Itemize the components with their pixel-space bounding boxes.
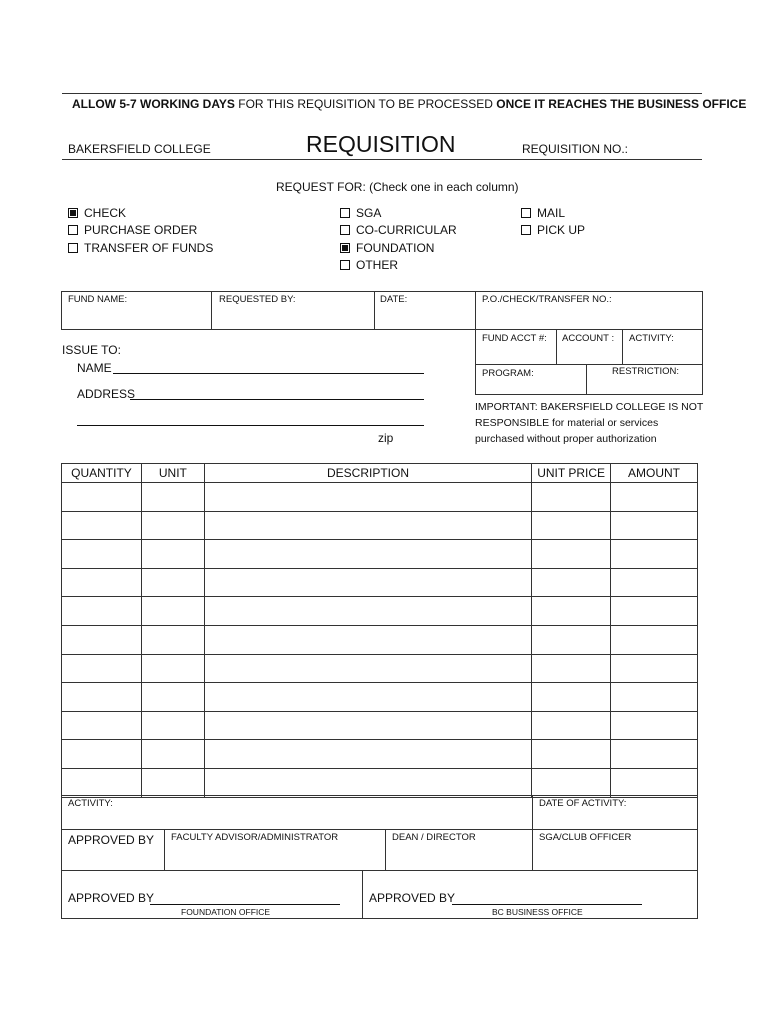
- amount-cell[interactable]: [611, 597, 698, 626]
- unit-cell[interactable]: [141, 568, 204, 597]
- table-row: [62, 540, 698, 569]
- option-transfer-of-funds[interactable]: TRANSFER OF FUNDS: [68, 241, 213, 255]
- foundation-signature-line[interactable]: [150, 904, 340, 905]
- fund-acct-label: FUND ACCT #:: [482, 333, 547, 344]
- unit-price-cell[interactable]: [532, 711, 611, 740]
- description-cell[interactable]: [204, 740, 531, 769]
- sga-club-officer-signature[interactable]: [532, 829, 698, 871]
- checkbox-co-curricular[interactable]: [340, 225, 350, 235]
- checkbox-transfer-of-funds[interactable]: [68, 243, 78, 253]
- amount-cell[interactable]: [611, 768, 698, 797]
- bc-business-office-caption: BC BUSINESS OFFICE: [492, 907, 583, 917]
- quantity-cell[interactable]: [62, 540, 142, 569]
- notice-middle: FOR THIS REQUISITION TO BE PROCESSED: [234, 97, 497, 111]
- checkbox-pick-up[interactable]: [521, 225, 531, 235]
- quantity-cell[interactable]: [62, 683, 142, 712]
- header-unit: UNIT: [141, 464, 204, 483]
- title-rule: [62, 159, 702, 160]
- po-check-transfer-label: P.O./CHECK/TRANSFER NO.:: [482, 294, 612, 305]
- important-line-1: IMPORTANT: BAKERSFIELD COLLEGE IS NOT: [475, 401, 704, 413]
- description-cell[interactable]: [204, 683, 531, 712]
- unit-cell[interactable]: [141, 711, 204, 740]
- foundation-office-caption: FOUNDATION OFFICE: [181, 907, 271, 917]
- amount-cell[interactable]: [611, 511, 698, 540]
- table-row: [62, 768, 698, 797]
- faculty-advisor-label: FACULTY ADVISOR/ADMINISTRATOR: [171, 832, 339, 843]
- quantity-cell[interactable]: [62, 597, 142, 626]
- dean-director-label: DEAN / DIRECTOR: [392, 832, 476, 843]
- header-quantity: QUANTITY: [62, 464, 142, 483]
- description-cell[interactable]: [204, 625, 531, 654]
- description-cell[interactable]: [204, 568, 531, 597]
- processing-notice: [72, 97, 746, 111]
- table-row: [62, 711, 698, 740]
- checkbox-foundation[interactable]: [340, 243, 350, 253]
- sga-club-officer-label: SGA/CLUB OFFICER: [539, 832, 632, 843]
- quantity-cell[interactable]: [62, 711, 142, 740]
- checkbox-sga[interactable]: [340, 208, 350, 218]
- business-office-signature-line[interactable]: [452, 904, 642, 905]
- description-cell[interactable]: [204, 711, 531, 740]
- quantity-cell[interactable]: [62, 483, 142, 512]
- restriction-field[interactable]: [586, 364, 703, 395]
- requested-by-label: REQUESTED BY:: [219, 294, 296, 305]
- unit-cell[interactable]: [141, 654, 204, 683]
- notice-bold-1: ALLOW 5-7 WORKING DAYS: [72, 97, 235, 111]
- unit-price-cell[interactable]: [532, 654, 611, 683]
- option-other[interactable]: OTHER: [340, 258, 398, 272]
- amount-cell[interactable]: [611, 483, 698, 512]
- unit-price-cell[interactable]: [532, 511, 611, 540]
- activity-label: ACTIVITY:: [68, 798, 113, 809]
- faculty-advisor-signature[interactable]: [164, 829, 386, 871]
- quantity-cell[interactable]: [62, 568, 142, 597]
- program-field[interactable]: [475, 364, 587, 395]
- unit-price-cell[interactable]: [532, 483, 611, 512]
- request-for-label: REQUEST FOR: (Check one in each column): [276, 180, 519, 194]
- items-header-row: [62, 464, 698, 483]
- page-title: REQUISITION: [306, 131, 456, 157]
- unit-cell[interactable]: [141, 625, 204, 654]
- important-notice: [475, 399, 703, 447]
- option-purchase-order[interactable]: PURCHASE ORDER: [68, 223, 197, 237]
- activity-code-field[interactable]: [622, 329, 703, 365]
- amount-cell[interactable]: [611, 625, 698, 654]
- quantity-cell[interactable]: [62, 768, 142, 797]
- option-pick-up[interactable]: PICK UP: [521, 223, 585, 237]
- account-field[interactable]: [556, 329, 623, 365]
- dean-director-signature[interactable]: [385, 829, 533, 871]
- unit-cell[interactable]: [141, 597, 204, 626]
- program-label: PROGRAM:: [482, 368, 534, 379]
- unit-cell[interactable]: [141, 540, 204, 569]
- unit-cell[interactable]: [141, 768, 204, 797]
- amount-cell[interactable]: [611, 540, 698, 569]
- address-label: ADDRESS: [77, 387, 136, 401]
- table-row: [62, 740, 698, 769]
- option-sga[interactable]: SGA: [340, 206, 381, 220]
- option-mail[interactable]: MAIL: [521, 206, 565, 220]
- description-cell[interactable]: [204, 540, 531, 569]
- table-row: [62, 568, 698, 597]
- table-row: [62, 654, 698, 683]
- date-field[interactable]: [374, 291, 476, 330]
- top-rule: [62, 93, 702, 94]
- unit-price-cell[interactable]: [532, 568, 611, 597]
- amount-cell[interactable]: [611, 568, 698, 597]
- notice-bold-2: ONCE IT REACHES THE BUSINESS OFFICE: [496, 97, 747, 111]
- fund-acct-field[interactable]: [475, 329, 557, 365]
- po-check-transfer-field[interactable]: [475, 291, 703, 330]
- table-row: [62, 483, 698, 512]
- option-co-curricular[interactable]: CO-CURRICULAR: [340, 223, 457, 237]
- unit-price-cell[interactable]: [532, 740, 611, 769]
- unit-cell[interactable]: [141, 740, 204, 769]
- foundation-approval-cell: [61, 870, 363, 919]
- address-line-1[interactable]: [130, 399, 424, 400]
- description-cell[interactable]: [204, 597, 531, 626]
- unit-cell[interactable]: [141, 511, 204, 540]
- description-cell[interactable]: [204, 768, 531, 797]
- name-label: NAME: [77, 361, 112, 375]
- unit-price-cell[interactable]: [532, 540, 611, 569]
- checkbox-purchase-order[interactable]: [68, 225, 78, 235]
- header-amount: AMOUNT: [611, 464, 698, 483]
- unit-price-cell[interactable]: [532, 625, 611, 654]
- quantity-cell[interactable]: [62, 625, 142, 654]
- description-cell[interactable]: [204, 483, 531, 512]
- checkbox-mail[interactable]: [521, 208, 531, 218]
- unit-cell[interactable]: [141, 683, 204, 712]
- unit-price-cell[interactable]: [532, 683, 611, 712]
- approved-by-cell: [61, 829, 165, 871]
- name-line[interactable]: [113, 373, 424, 374]
- date-of-activity-field[interactable]: [532, 795, 698, 830]
- header-unit-price: UNIT PRICE: [532, 464, 611, 483]
- activity-code-label: ACTIVITY:: [629, 333, 674, 344]
- amount-cell[interactable]: [611, 711, 698, 740]
- zip-label: zip: [378, 431, 394, 445]
- quantity-cell[interactable]: [62, 654, 142, 683]
- date-of-activity-label: DATE OF ACTIVITY:: [539, 798, 627, 809]
- amount-cell[interactable]: [611, 683, 698, 712]
- table-row: [62, 597, 698, 626]
- unit-price-cell[interactable]: [532, 597, 611, 626]
- items-table: [61, 463, 698, 798]
- college-name: BAKERSFIELD COLLEGE: [68, 142, 211, 156]
- checkbox-other[interactable]: [340, 260, 350, 270]
- account-label: ACCOUNT :: [562, 333, 615, 344]
- quantity-cell[interactable]: [62, 511, 142, 540]
- option-check[interactable]: CHECK: [68, 206, 126, 220]
- business-office-approval-cell: [362, 870, 698, 919]
- fund-name-field[interactable]: [61, 291, 212, 330]
- important-line-2: RESPONSIBLE for material or services: [475, 417, 659, 429]
- amount-cell[interactable]: [611, 654, 698, 683]
- table-row: [62, 683, 698, 712]
- business-office-approved-by-label: APPROVED BY: [369, 891, 456, 905]
- unit-price-cell[interactable]: [532, 768, 611, 797]
- description-cell[interactable]: [204, 654, 531, 683]
- unit-cell[interactable]: [141, 483, 204, 512]
- option-foundation[interactable]: FOUNDATION: [340, 241, 434, 255]
- table-row: [62, 625, 698, 654]
- table-row: [62, 511, 698, 540]
- requested-by-field[interactable]: [211, 291, 375, 330]
- restriction-label: RESTRICTION:: [612, 366, 680, 377]
- foundation-approved-by-label: APPROVED BY: [68, 891, 155, 905]
- requisition-no-label: REQUISITION NO.:: [522, 142, 629, 156]
- header-description: DESCRIPTION: [204, 464, 531, 483]
- description-cell[interactable]: [204, 511, 531, 540]
- amount-cell[interactable]: [611, 740, 698, 769]
- quantity-cell[interactable]: [62, 740, 142, 769]
- important-line-3: purchased without proper authorization: [475, 433, 657, 445]
- activity-field[interactable]: [61, 795, 533, 830]
- checkbox-check[interactable]: [68, 208, 78, 218]
- issue-to-label: ISSUE TO:: [62, 343, 121, 357]
- date-label: DATE:: [380, 294, 408, 305]
- fund-name-label: FUND NAME:: [68, 294, 128, 305]
- address-line-2[interactable]: [77, 425, 424, 426]
- approved-by-label: APPROVED BY: [68, 833, 155, 847]
